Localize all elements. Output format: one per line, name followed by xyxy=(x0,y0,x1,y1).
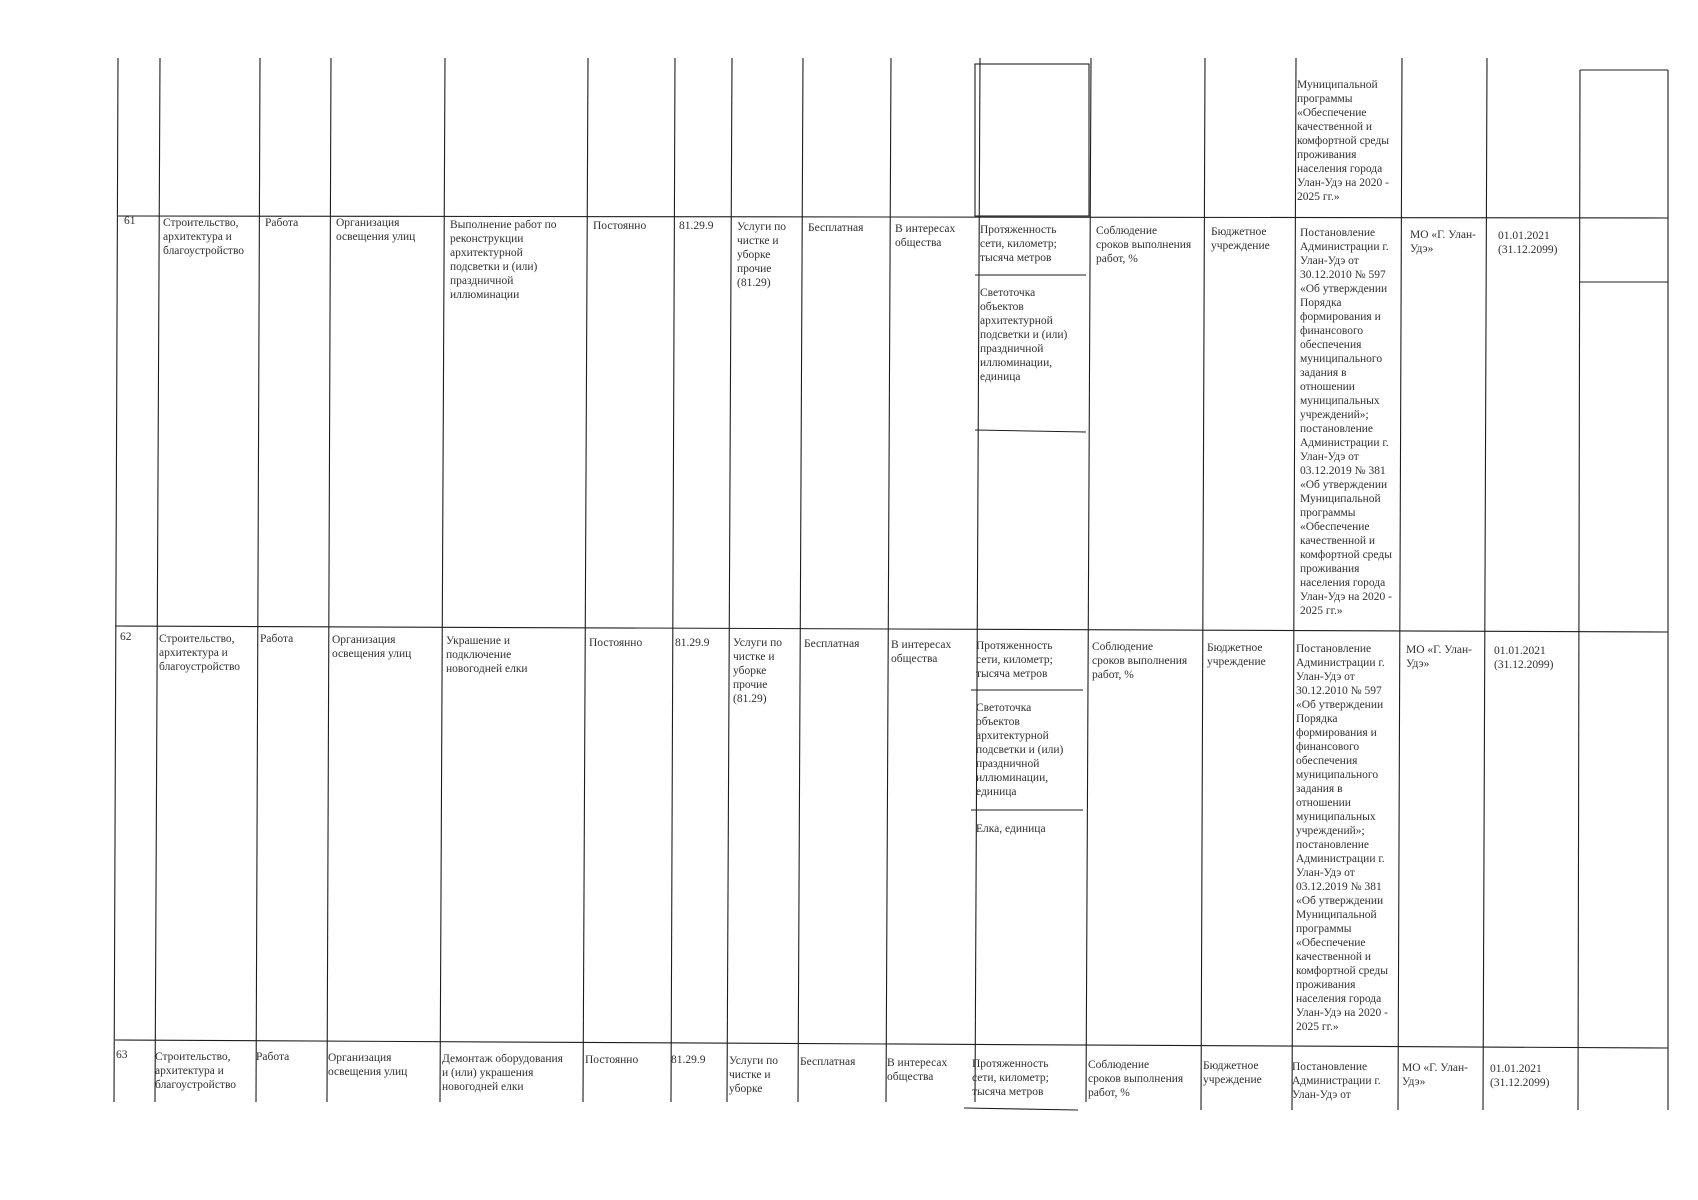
founder: МО «Г. Улан- Удэ» xyxy=(1402,1062,1468,1088)
service-name: Организация освещения улиц xyxy=(332,634,412,660)
volume-indicator: Светоточка объектов архитектурной подсветки и (или) праздничной иллюминации, единица xyxy=(980,287,1068,383)
service-name: Организация освещения улиц xyxy=(328,1052,408,1078)
founder: МО «Г. Улан- Удэ» xyxy=(1410,229,1476,255)
legal-basis: Постановление Администрации г. Улан-Удэ от 30.12.2010 № 597 «Об утверждении Порядка формирования и финансового обеспечения муниципального задания в отношении муниципальных учреждений»; постановление Администрации г. Улан-Удэ от 03.12.2019 № 381 «Об утверждении Муниципальной программы «Обеспечение качественной и комфортной среды проживания населения города Улан-Удэ на 2020 - 2025 гг.» xyxy=(1300,227,1392,617)
conditions: Постоянно xyxy=(585,1054,639,1066)
dates: 01.01.2021 (31.12.2099) xyxy=(1498,230,1558,256)
service-content: Выполнение работ по реконструкции архитектурной подсветки и (или) праздничной иллюминации xyxy=(450,219,557,301)
institution-type: Бюджетное учреждение xyxy=(1203,1060,1262,1086)
activity-sphere: Строительство, архитектура и благоустройство xyxy=(159,633,241,673)
service-content: Демонтаж оборудования и (или) украшения новогодней елки xyxy=(442,1053,563,1093)
legal-basis: Постановление Администрации г. Улан-Удэ от xyxy=(1292,1061,1381,1101)
volume-indicator: Протяженность сети, километр; тысяча метров xyxy=(972,1058,1049,1098)
quality-indicator: Соблюдение сроков выполнения работ, % xyxy=(1092,641,1188,681)
legal-basis: Постановление Администрации г. Улан-Удэ от 30.12.2010 № 597 «Об утверждении Порядка формирования и финансового обеспечения муниципального задания в отношении муниципальных учреждений»; постановление Администрации г. Улан-Удэ от 03.12.2019 № 381 «Об утверждении Муниципальной программы «Обеспечение качественной и комфортной среды проживания населения города Улан-Удэ на 2020 - 2025 гг.» xyxy=(1296,643,1388,1033)
row-number: 61 xyxy=(124,215,136,227)
service-content: Украшение и подключение новогодней елки xyxy=(446,635,528,675)
payment-type: Бесплатная xyxy=(804,638,860,650)
legal-basis-continuation: Муниципальной программы «Обеспечение качественной и комфортной среды проживания населения города Улан-Удэ на 2020 - 2025 гг.» xyxy=(1297,79,1389,203)
conditions: Постоянно xyxy=(593,220,647,232)
consumers: В интересах общества xyxy=(891,639,952,665)
volume-indicator: Протяженность сети, километр; тысяча метров xyxy=(980,224,1057,264)
institution-type: Бюджетное учреждение xyxy=(1211,226,1270,252)
service-type: Работа xyxy=(260,633,294,645)
okved-code: 81.29.9 xyxy=(675,637,710,649)
consumers: В интересах общества xyxy=(887,1057,948,1083)
conditions: Постоянно xyxy=(589,637,643,649)
volume-indicator: Протяженность сети, километр; тысяча метров xyxy=(976,640,1053,680)
service-name: Организация освещения улиц xyxy=(336,217,416,243)
row-number: 62 xyxy=(120,631,132,643)
payment-type: Бесплатная xyxy=(800,1056,856,1068)
activity-sphere: Строительство, архитектура и благоустройство xyxy=(163,217,245,257)
volume-indicator: Светоточка объектов архитектурной подсветки и (или) праздничной иллюминации, единица xyxy=(976,702,1064,798)
quality-indicator: Соблюдение сроков выполнения работ, % xyxy=(1096,225,1192,265)
payment-type: Бесплатная xyxy=(808,222,864,234)
okpd-code: Услуги по чистке и уборке прочие (81.29) xyxy=(737,221,787,289)
institution-type: Бюджетное учреждение xyxy=(1207,642,1266,668)
dates: 01.01.2021 (31.12.2099) xyxy=(1494,645,1554,671)
service-type: Работа xyxy=(256,1051,290,1063)
okpd-code: Услуги по чистке и уборке прочие (81.29) xyxy=(733,637,783,705)
okved-code: 81.29.9 xyxy=(671,1054,706,1066)
consumers: В интересах общества xyxy=(895,223,956,249)
founder: МО «Г. Улан- Удэ» xyxy=(1406,644,1472,670)
dates: 01.01.2021 (31.12.2099) xyxy=(1490,1063,1550,1089)
activity-sphere: Строительство, архитектура и благоустройство xyxy=(155,1051,237,1091)
row-number: 63 xyxy=(116,1049,128,1061)
okpd-code: Услуги по чистке и уборке xyxy=(729,1055,779,1095)
quality-indicator: Соблюдение сроков выполнения работ, % xyxy=(1088,1059,1184,1099)
volume-indicator: Елка, единица xyxy=(976,823,1046,835)
service-type: Работа xyxy=(265,217,299,229)
okved-code: 81.29.9 xyxy=(679,220,714,232)
